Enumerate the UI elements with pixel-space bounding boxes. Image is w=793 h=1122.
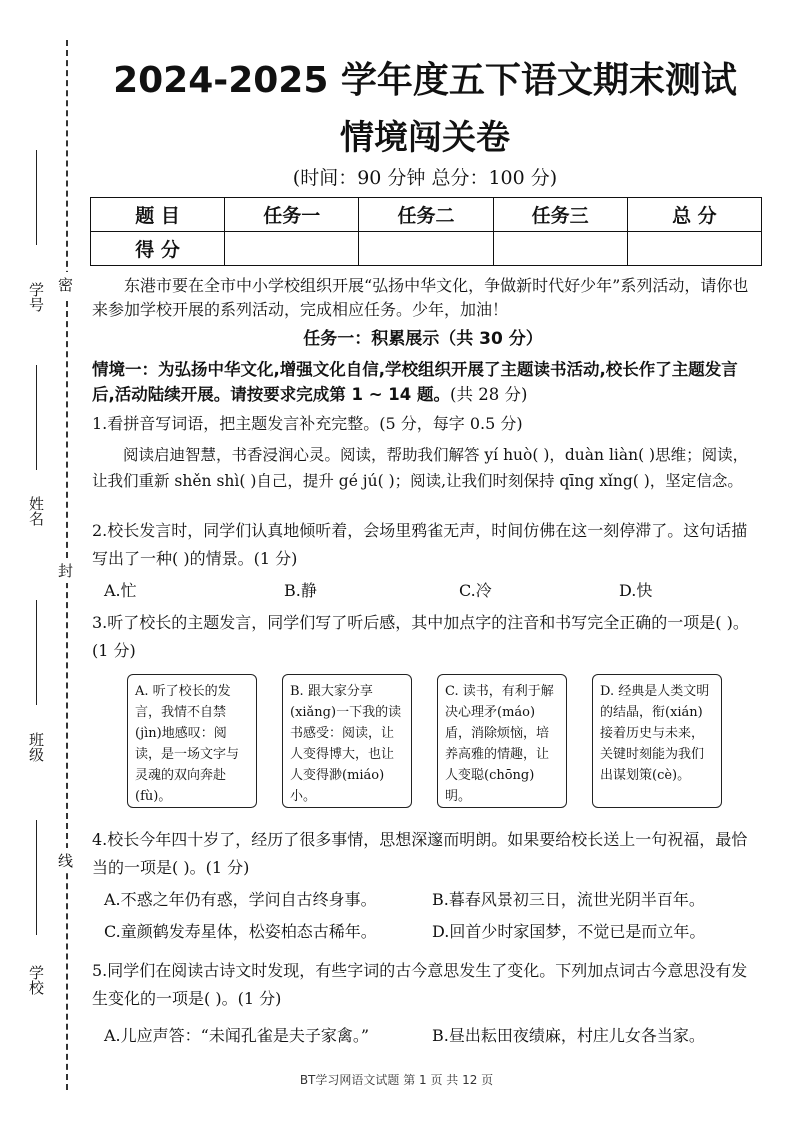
score-table-cell: 任务一 [225,198,359,232]
q1-passage: 阅读启迪智慧，书香浸润心灵。阅读，帮助我们解答 yí huò( )，duàn liàn( )思维；阅读，让我们重新 shěn shì( )自己，提升 gé jú( )；阅读,让我们时刻保持 qīng xǐng( )，坚定信念。 [92,446,749,490]
score-table-cell: 任务二 [359,198,493,232]
q3-option-b-box[interactable]: B. 跟大家分享(xiǎng)一下我的读书感受：阅读，让人变得博大，也让人变得渺(miáo)小。 [282,674,412,808]
score-table [90,197,762,266]
q2-option-c[interactable]: C.冷 [459,581,492,600]
class-blank [36,600,38,705]
q5-options [104,1022,764,1050]
page-footer: BT学习网语文试题 第 1 页 共 12 页 [299,1073,494,1087]
q2-option-b[interactable]: B.静 [284,581,317,600]
score-input-cell[interactable] [359,232,493,266]
q4-stem: 4.校长今年四十岁了，经历了很多事情，思想深邃而明朗。如果要给校长送上一句祝福，最恰当的一项是( )。(1 分) [92,830,748,877]
q2-options [104,577,764,605]
score-table-cell: 得 分 [91,232,225,266]
q4-option-a[interactable]: A.不惑之年仍有惑，学问自古终身事。 [104,890,377,909]
q5-option-a[interactable]: A.儿应声答：“未闻孔雀是夫子家禽。” [104,1026,370,1045]
task1-heading: 任务一：积累展示（共 30 分） [303,329,543,349]
q3-option-d-box[interactable]: D. 经典是人类文明的结晶，衔(xián)接着历史与未来，关键时刻能为我们出谋划策(cè)。 [592,674,722,808]
seal-mark-feng: 封 [58,558,73,583]
q4-option-d[interactable]: D.回首少时家国梦，不觉已是而立年。 [432,922,706,941]
class-label: 班级 [27,732,45,762]
score-input-cell[interactable] [627,232,761,266]
q3-option-a-box[interactable]: A. 听了校长的发言，我情不自禁(jìn)地感叹：阅读，是一场文字与灵魂的双向奔赴(fù)。 [127,674,257,808]
q5-stem: 5.同学们在阅读古诗文时发现，有些字词的古今意思发生了变化。下列加点词古今意思没有发生变化的一项是( )。(1 分) [92,961,748,1008]
q3-stem: 3.听了校长的主题发言，同学们写了听后感，其中加点字的注音和书写完全正确的一项是( )。(1 分) [92,613,749,660]
exam-title: 2024-2025 学年度五下语文期末测试 [113,60,737,101]
q1-stem: 1.看拼音写词语，把主题发言补充完整。(5 分，每字 0.5 分) [92,414,523,433]
q3-option-c-box[interactable]: C. 读书，有利于解决心理矛(máo)盾，消除烦恼，培养高雅的情趣，让人变聪(chōng)明。 [437,674,567,808]
score-table-cell: 题 目 [91,198,225,232]
school-blank [36,820,38,935]
school-label: 学校 [27,965,45,995]
q5-option-b[interactable]: B.昼出耘田夜绩麻，村庄儿女各当家。 [432,1026,705,1045]
scene1-paragraph [92,357,754,407]
q2-stem: 2.校长发言时，同学们认真地倾听着，会场里鸦雀无声，时间仿佛在这一刻停滞了。这句话描写出了一种( )的情景。(1 分) [92,521,748,568]
q2-option-a[interactable]: A.忙 [104,581,137,600]
seal-mark-mi: 密 [58,272,73,297]
name-blank [36,365,38,470]
q4-option-b[interactable]: B.暮春风景初三日，流世光阴半百年。 [432,890,705,909]
scene1-text: 情境一：为弘扬中华文化,增强文化自信,学校组织开展了主题读书活动,校长作了主题发言后,活动陆续开展。请按要求完成第 1 ~ 14 题。 [92,360,738,404]
score-table-cell: 总 分 [627,198,761,232]
time-score-info: (时间：90 分钟 总分：100 分) [292,167,558,189]
q2-option-d[interactable]: D.快 [619,581,653,600]
name-label: 姓名 [27,496,45,526]
q4-option-c[interactable]: C.童颜鹤发寿星体，松姿柏态古稀年。 [104,922,377,941]
seat-number-label: 学号 [27,282,45,312]
seat-number-blank [36,150,38,245]
seal-mark-xian: 线 [58,848,73,873]
score-table-header-row [91,198,762,232]
q4-options [104,886,764,946]
scene1-points: (共 28 分) [450,385,528,404]
intro-paragraph: 东港市要在全市中小学校组织开展“弘扬中华文化，争做新时代好少年”系列活动，请你也来参加学校开展的系列活动，完成相应任务。少年，加油！ [92,276,749,319]
exam-subtitle: 情境闯关卷 [340,118,510,158]
score-input-cell[interactable] [493,232,627,266]
score-table-score-row [91,232,762,266]
score-input-cell[interactable] [225,232,359,266]
score-table-cell: 任务三 [493,198,627,232]
